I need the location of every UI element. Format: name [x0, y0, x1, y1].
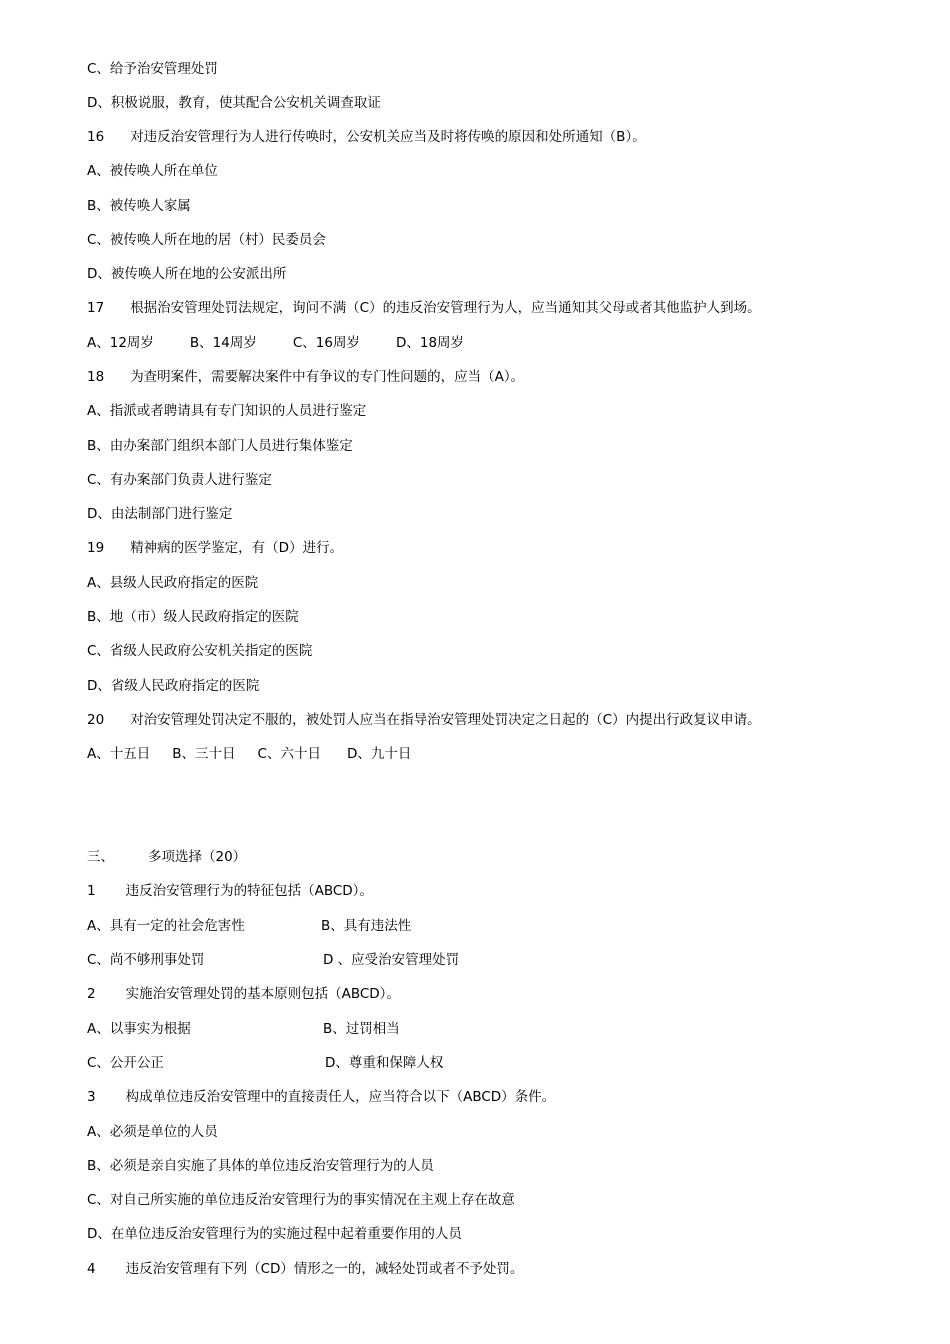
m3-option-d: D、在单位违反治安管理行为的实施过程中起着重要作用的人员 — [87, 1226, 462, 1242]
q16-option-c: C、被传唤人所在地的居（村）民委员会 — [87, 232, 326, 248]
q16-text: 对违反治安管理行为人进行传唤时，公安机关应当及时将传唤的原因和处所通知（B）。 — [130, 129, 646, 145]
m1-options-row2 — [87, 951, 459, 969]
m1-option-b: B、具有违法性 — [321, 918, 412, 934]
m2-number: 2 — [87, 986, 96, 1002]
q19-option-b: B、地（市）级人民政府指定的医院 — [87, 609, 299, 625]
q15-option-c: C、给予治安管理处罚 — [87, 61, 218, 77]
m3-option-b: B、必须是亲自实施了具体的单位违反治安管理行为的人员 — [87, 1158, 434, 1174]
section-number: 三、 — [87, 849, 114, 865]
section-title: 多项选择（20） — [148, 849, 247, 865]
m3-option-c: C、对自己所实施的单位违反治安管理行为的事实情况在主观上存在故意 — [87, 1192, 515, 1208]
q17-stem — [87, 299, 761, 317]
q16-option-a: A、被传唤人所在单位 — [87, 163, 218, 179]
q16-option-d: D、被传唤人所在地的公安派出所 — [87, 266, 287, 282]
m1-option-a: A、具有一定的社会危害性 — [87, 918, 245, 934]
m1-text: 违反治安管理行为的特征包括（ABCD）。 — [125, 883, 373, 899]
q17-text: 根据治安管理处罚法规定，询问不满（C）的违反治安管理行为人，应当通知其父母或者其他监护人到场。 — [130, 300, 761, 316]
q18-stem — [87, 368, 524, 386]
m2-option-a: A、以事实为根据 — [87, 1021, 191, 1037]
m2-options-row2 — [87, 1054, 443, 1072]
q17-option-b: B、14周岁 — [189, 335, 257, 351]
q16-stem — [87, 128, 646, 146]
m3-stem — [87, 1088, 555, 1106]
q17-options — [87, 334, 464, 352]
m1-options-row1 — [87, 917, 411, 935]
m2-text: 实施治安管理处罚的基本原则包括（ABCD）。 — [125, 986, 400, 1002]
q19-stem — [87, 539, 343, 557]
m4-stem — [87, 1260, 523, 1278]
q20-option-a: A、十五日 — [87, 746, 151, 762]
q16-number: 16 — [87, 129, 105, 145]
section-heading — [87, 848, 246, 866]
q20-text: 对治安管理处罚决定不服的，被处罚人应当在指导治安管理处罚决定之日起的（C）内提出行政复议申请。 — [130, 712, 761, 728]
m1-number: 1 — [87, 883, 96, 899]
m2-stem — [87, 985, 400, 1003]
m4-text: 违反治安管理有下列（CD）情形之一的，减轻处罚或者不予处罚。 — [125, 1261, 524, 1277]
q17-option-a: A、12周岁 — [87, 335, 154, 351]
m1-option-d: D 、应受治安管理处罚 — [323, 952, 460, 968]
m2-option-b: B、过罚相当 — [323, 1021, 400, 1037]
m2-options-row1 — [87, 1020, 400, 1038]
m2-option-d: D、尊重和保障人权 — [325, 1055, 444, 1071]
m2-option-c: C、公开公正 — [87, 1055, 164, 1071]
q20-number: 20 — [87, 712, 105, 728]
m3-text: 构成单位违反治安管理中的直接责任人，应当符合以下（ABCD）条件。 — [125, 1089, 556, 1105]
q18-text: 为查明案件，需要解决案件中有争议的专门性问题的，应当（A）。 — [130, 369, 525, 385]
q20-option-d: D、九十日 — [346, 746, 412, 762]
m1-option-c: C、尚不够刑事处罚 — [87, 952, 205, 968]
q20-options — [87, 745, 411, 763]
q20-option-c: C、六十日 — [257, 746, 321, 762]
m3-option-a: A、必须是单位的人员 — [87, 1124, 218, 1140]
q18-option-d: D、由法制部门进行鉴定 — [87, 506, 233, 522]
q19-option-c: C、省级人民政府公安机关指定的医院 — [87, 643, 313, 659]
q18-option-c: C、有办案部门负责人进行鉴定 — [87, 472, 272, 488]
q15-option-d: D、积极说服，教育，使其配合公安机关调查取证 — [87, 95, 381, 111]
m4-number: 4 — [87, 1261, 96, 1277]
q17-number: 17 — [87, 300, 105, 316]
m1-stem — [87, 882, 373, 900]
q17-option-c: C、16周岁 — [292, 335, 360, 351]
q19-option-a: A、县级人民政府指定的医院 — [87, 575, 259, 591]
m3-number: 3 — [87, 1089, 96, 1105]
q18-number: 18 — [87, 369, 105, 385]
q17-option-d: D、18周岁 — [395, 335, 465, 351]
q19-number: 19 — [87, 540, 105, 556]
q16-option-b: B、被传唤人家属 — [87, 198, 191, 214]
q19-text: 精神病的医学鉴定，有（D）进行。 — [130, 540, 344, 556]
q18-option-b: B、由办案部门组织本部门人员进行集体鉴定 — [87, 438, 353, 454]
q20-option-b: B、三十日 — [172, 746, 236, 762]
q20-stem — [87, 711, 761, 729]
q19-option-d: D、省级人民政府指定的医院 — [87, 678, 260, 694]
q18-option-a: A、指派或者聘请具有专门知识的人员进行鉴定 — [87, 403, 367, 419]
